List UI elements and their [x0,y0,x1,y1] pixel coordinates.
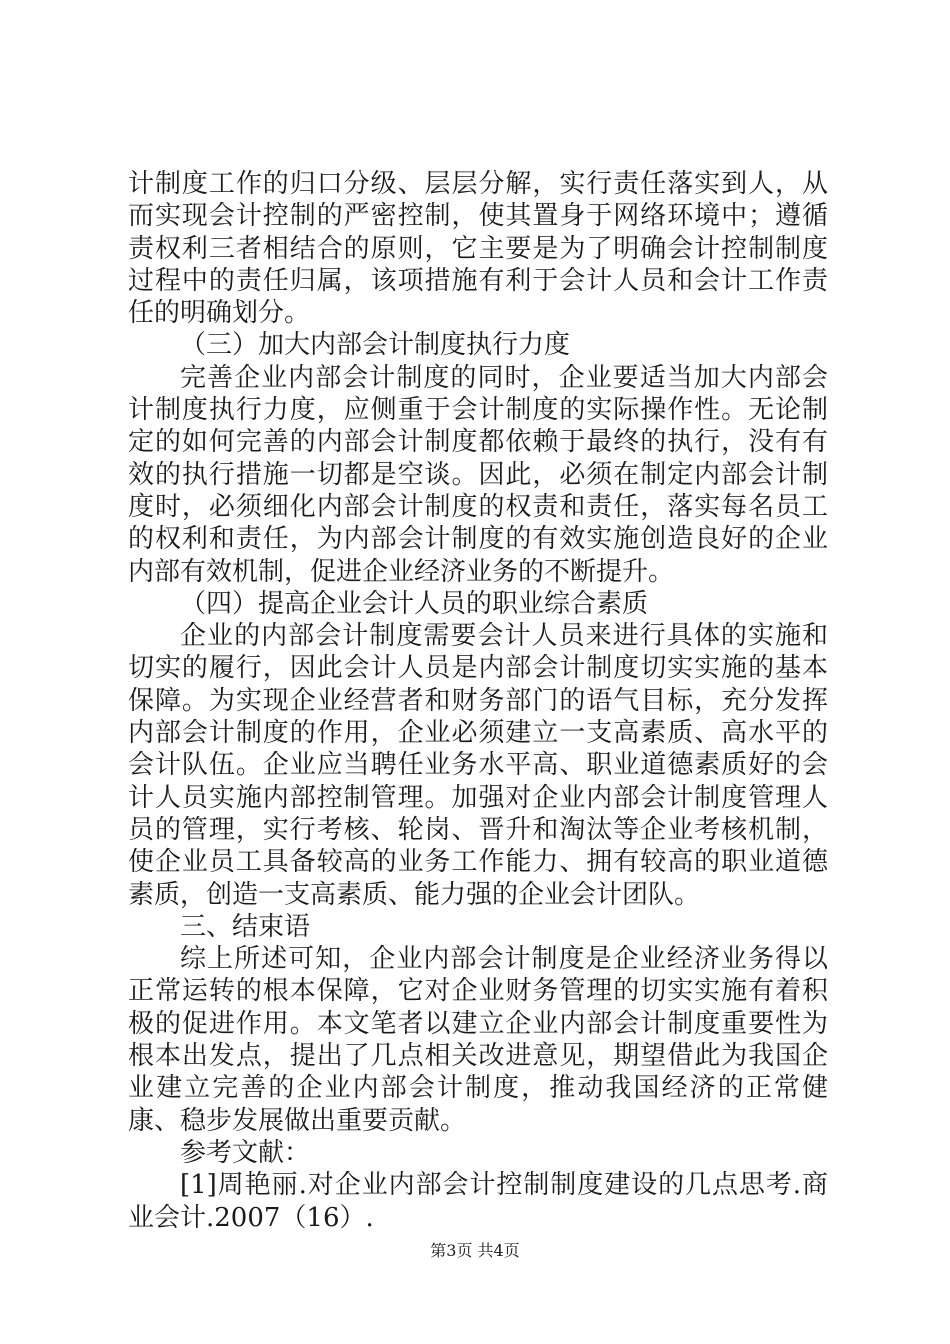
references-heading: 参考文献： [180,1137,311,1168]
section-heading-3: （三）加大内部会计制度执行力度 [180,330,571,361]
reference-item-1: [1]周艳丽.对企业内部会计控制制度建设的几点思考.商业会计.2007（16）. [128,1170,828,1233]
section-heading-conclusion: 三、结束语 [180,911,311,942]
paragraph-execution: 完善企业内部会计制度的同时，企业要适当加大内部会计制度执行力度，应侧重于会计制度的实际操作性。无论制定的如何完善的内部会计制度都依赖于最终的执行，没有有效的执行措施一切都是空谈。因此，必须在制定内部会计制度时，必须细化内部会计制度的权责和责任，落实每名员工的权利和责任，为内部会计制度的有效实施创造良好的企业内部有效机制，促进企业经济业务的不断提升。 [128,362,828,587]
body-text [128,168,828,1234]
paragraph-conclusion: 综上所述可知，企业内部会计制度是企业经济业务得以正常运转的根本保障，它对企业财务管理的切实实施有着积极的促进作用。本文笔者以建立企业内部会计制度重要性为根本出发点，提出了几点相关改进意见，期望借此为我国企业建立完善的企业内部会计制度，推动我国经济的正常健康、稳步发展做出重要贡献。 [128,944,828,1136]
section-heading-4: （四）提高企业会计人员的职业综合素质 [180,588,649,619]
paragraph-continuation: 计制度工作的归口分级、层层分解，实行责任落实到人，从而实现会计控制的严密控制，使其置身于网络环境中；遵循责权利三者相结合的原则，它主要是为了明确会计控制制度过程中的责任归属，该项措施有利于会计人员和会计工作责任的明确划分。 [128,169,828,329]
paragraph-personnel: 企业的内部会计制度需要会计人员来进行具体的实施和切实的履行，因此会计人员是内部会计制度切实实施的基本保障。为实现企业经营者和财务部门的语气目标，充分发挥内部会计制度的作用，企业必须建立一支高素质、高水平的会计队伍。企业应当聘任业务水平高、职业道德素质好的会计人员实施内部控制管理。加强对企业内部会计制度管理人员的管理，实行考核、轮岗、晋升和淘汰等企业考核机制，使企业员工具备较高的业务工作能力、拥有较高的职业道德素质，创造一支高素质、能力强的企业会计团队。 [128,621,828,910]
page-footer: 第3页 共4页 [430,1241,520,1260]
